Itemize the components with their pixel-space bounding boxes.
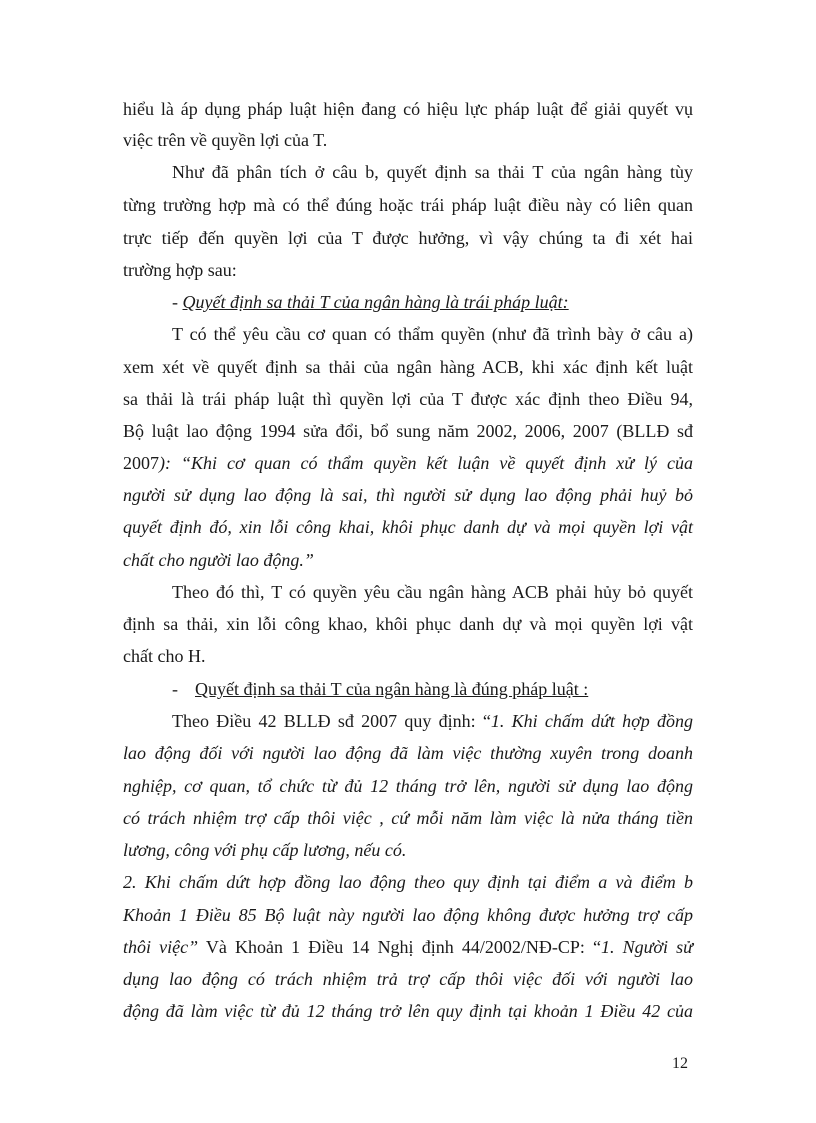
- text-segment: Theo Điều 42 BLLĐ sđ 2007 quy định: “: [172, 711, 491, 731]
- text-segment: động đã làm việc từ đủ 12 tháng trở lên quy định tại khoản 1 Điều 42 của: [123, 1001, 693, 1021]
- text-segment: sa thải là trái pháp luật thì quyền lợi của T được xác định theo Điều 94,: [123, 389, 693, 409]
- text-line: [123, 999, 693, 1023]
- text-line: [123, 870, 693, 894]
- text-segment: Quyết định sa thải T của ngân hàng là đúng pháp luật :: [195, 679, 589, 699]
- text-line: [172, 580, 693, 604]
- text-segment: người sử dụng lao động là sai, thì người sử dụng lao động phải huỷ bỏ: [123, 485, 693, 505]
- text-segment: xem xét về quyết định sa thải của ngân hàng ACB, khi xác định kết luật: [123, 357, 693, 377]
- text-segment: 1. Người sử: [600, 937, 693, 957]
- text-segment: chất cho H.: [123, 646, 206, 666]
- text-segment: 2007: [123, 453, 159, 473]
- text-line: [123, 483, 693, 507]
- text-segment: lương, công với phụ cấp lương, nếu có.: [123, 840, 407, 860]
- text-segment: Theo đó thì, T có quyền yêu cầu ngân hàng ACB phải hủy bỏ quyết: [172, 582, 693, 602]
- page-number: 12: [672, 1055, 688, 1072]
- text-line: [123, 903, 693, 927]
- text-line: [172, 160, 693, 184]
- text-segment: thôi việc”: [123, 937, 199, 957]
- text-line: [123, 548, 693, 572]
- text-line: [123, 193, 693, 217]
- text-segment: -: [172, 679, 178, 699]
- text-segment: T có thể yêu cầu cơ quan có thẩm quyền (như đã trình bày ở câu a): [172, 324, 693, 344]
- text-line: [123, 838, 693, 862]
- text-line: [123, 515, 693, 539]
- text-segment: việc trên về quyền lợi của T.: [123, 130, 328, 150]
- text-line: [123, 97, 693, 121]
- text-line: [123, 451, 693, 475]
- text-segment: từng trường hợp mà có thể đúng hoặc trái pháp luật điều này có liên quan: [123, 195, 693, 215]
- text-segment: trường hợp sau:: [123, 260, 237, 280]
- text-segment: 1. Khi chấm dứt hợp đồng: [490, 711, 694, 731]
- text-line: [123, 128, 693, 152]
- text-segment: quyết định đó, xin lỗi công khai, khôi phục danh dự và mọi quyền lợi vật: [123, 517, 693, 537]
- text-line: [123, 644, 693, 668]
- text-segment: Và Khoản 1 Điều 14 Nghị định 44/2002/NĐ-CP: “: [198, 937, 601, 957]
- text-segment: hiểu là áp dụng pháp luật hiện đang có hiệu lực pháp luật để giải quyết vụ: [123, 99, 693, 119]
- text-segment: có trách nhiệm trợ cấp thôi việc , cứ mỗi năm làm việc là nửa tháng tiền: [123, 808, 693, 828]
- text-line: [123, 741, 693, 765]
- text-segment: trực tiếp đến quyền lợi của T được hưởng, vì vậy chúng ta đi xét hai: [123, 228, 693, 248]
- text-line: [123, 612, 693, 636]
- text-segment: lao động đối với người lao động đã làm việc thường xuyên trong doanh: [123, 743, 693, 763]
- text-segment: ): “Khi cơ quan có thẩm quyền kết luận về quyết định xử lý của: [159, 453, 693, 473]
- text-segment: định sa thải, xin lỗi công khao, khôi phục danh dự và mọi quyền lợi vật: [123, 614, 693, 634]
- text-line: [123, 419, 693, 443]
- text-segment: dụng lao động có trách nhiệm trả trợ cấp thôi việc đối với người lao: [123, 969, 693, 989]
- text-line: [123, 387, 693, 411]
- text-line: [123, 355, 693, 379]
- text-line: [123, 806, 693, 830]
- text-segment: chất cho người lao động.”: [123, 550, 314, 570]
- text-segment: Bộ luật lao động 1994 sửa đổi, bổ sung năm 2002, 2006, 2007 (BLLĐ sđ: [123, 421, 693, 441]
- text-segment: nghiệp, cơ quan, tổ chức từ đủ 12 tháng trở lên, người sử dụng lao động: [123, 776, 693, 796]
- section-heading-unlawful: [172, 290, 569, 314]
- text-segment: Quyết định sa thải T của ngân hàng là trái pháp luật:: [182, 292, 569, 312]
- text-segment: -: [172, 292, 183, 312]
- text-line: [123, 258, 693, 282]
- text-segment: Như đã phân tích ở câu b, quyết định sa thải T của ngân hàng tùy: [172, 162, 693, 182]
- text-line: [172, 322, 693, 346]
- text-line: [172, 709, 693, 733]
- text-line: [123, 774, 693, 798]
- section-heading-lawful: [172, 677, 588, 701]
- text-segment: Khoản 1 Điều 85 Bộ luật này người lao động không được hưởng trợ cấp: [123, 905, 693, 925]
- text-line: [123, 935, 693, 959]
- text-line: [123, 226, 693, 250]
- text-line: [123, 967, 693, 991]
- text-segment: 2. Khi chấm dứt hợp đồng lao động theo quy định tại điểm a và điểm b: [123, 872, 693, 892]
